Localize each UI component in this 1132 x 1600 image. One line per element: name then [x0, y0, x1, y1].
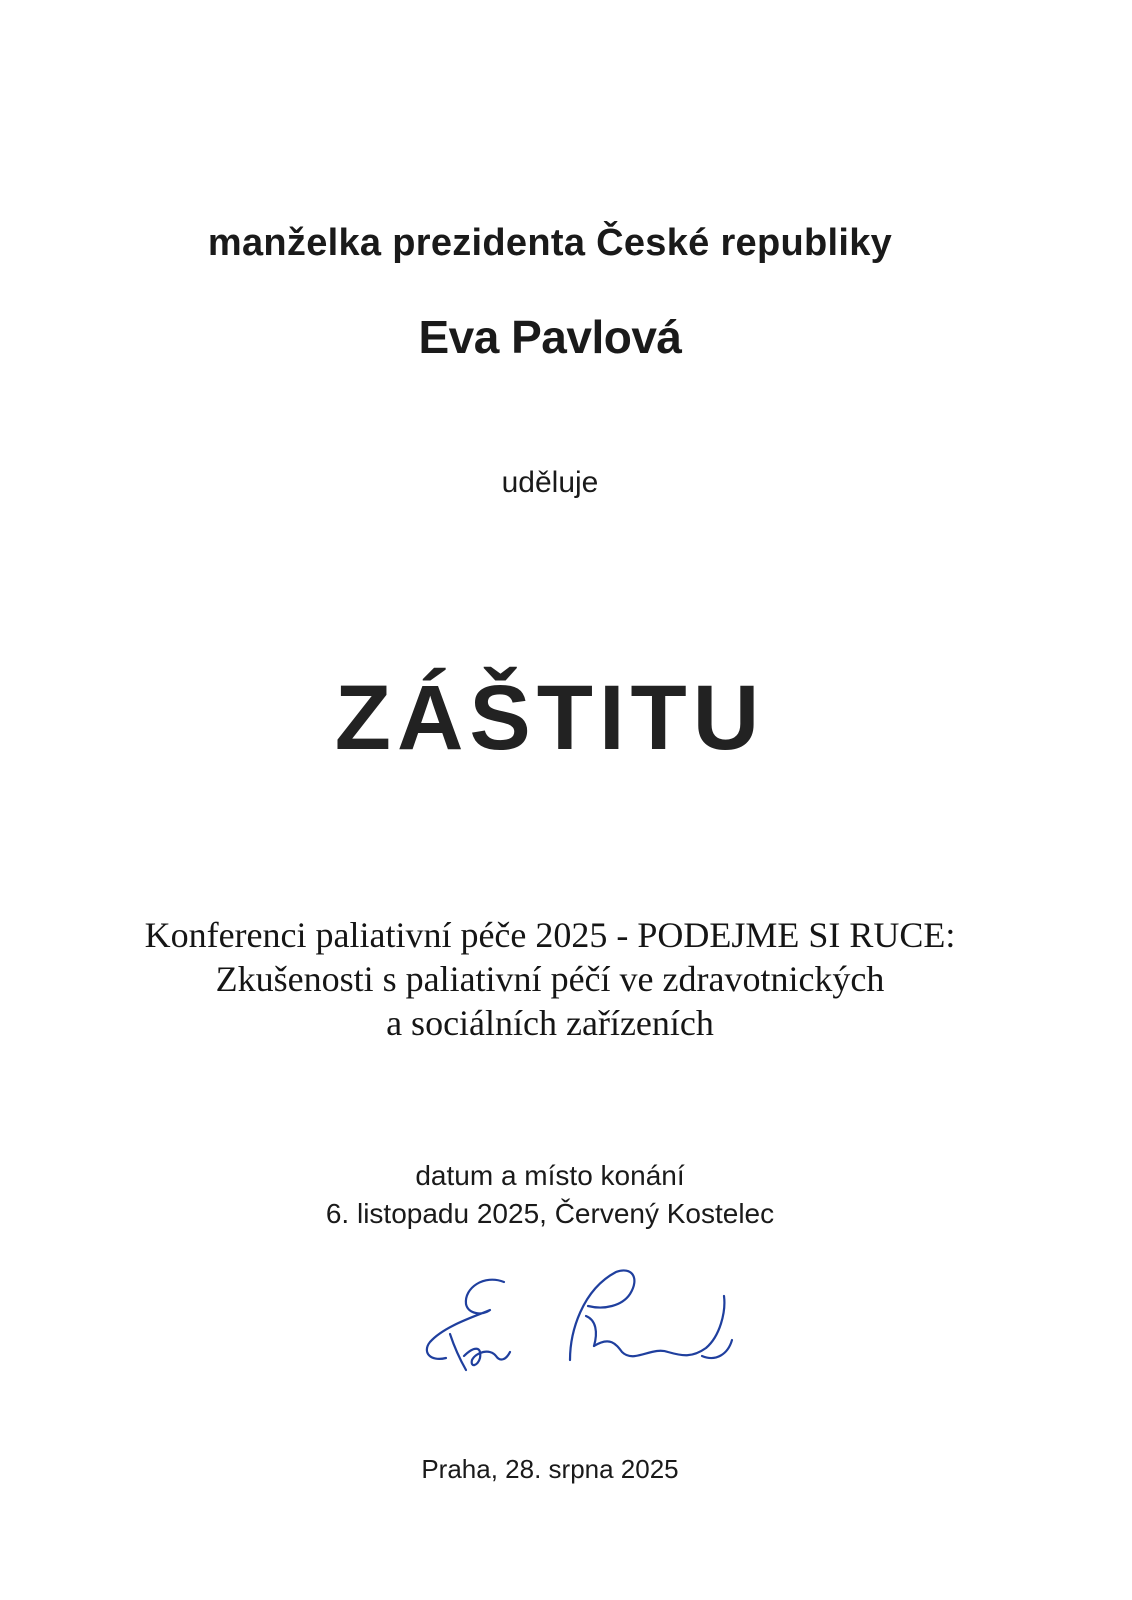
grants-verb: uděluje: [501, 466, 599, 499]
event-name-line-3: a sociálních zařízeních: [386, 1003, 714, 1043]
event-name-line-2: Zkušenosti s paliativní péčí ve zdravotnických: [215, 959, 885, 999]
date-place-label: datum a místo konání: [415, 1160, 685, 1191]
issuer-name: Eva Pavlová: [418, 311, 682, 363]
event-name-line-1: Konferenci paliativní péče 2025 - PODEJME SI RUCE:: [144, 915, 956, 955]
place-and-date: Praha, 28. srpna 2025: [421, 1454, 679, 1484]
date-place-value: 6. listopadu 2025, Červený Kostelec: [325, 1198, 775, 1229]
issuer-title: manželka prezidenta České republiky: [207, 222, 893, 264]
patronage-heading: ZÁŠTITU: [334, 667, 766, 769]
signature-icon: [420, 1260, 740, 1390]
